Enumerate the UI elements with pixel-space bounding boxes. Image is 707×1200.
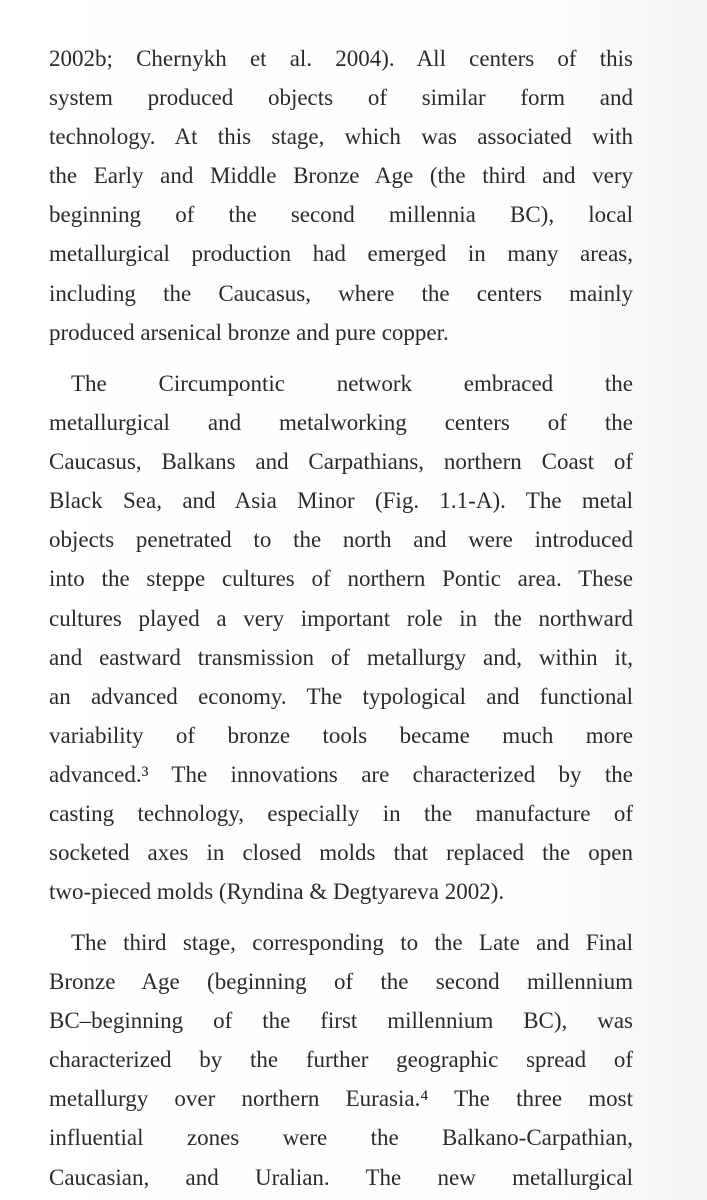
- text-line: the Early and Middle Bronze Age (the third and very: [49, 163, 633, 189]
- text-line: advanced.³ The innovations are characterized by the: [49, 761, 633, 787]
- text-line: BC–beginning of the first millennium BC), was: [49, 1008, 633, 1034]
- paragraph-3: [49, 923, 633, 1197]
- text-line: Caucasus, Balkans and Carpathians, northern Coast of: [49, 449, 633, 475]
- paragraph-1: [49, 39, 633, 352]
- text-line: objects penetrated to the north and were introduced: [49, 527, 633, 553]
- text-line: produced arsenical bronze and pure copper.: [49, 319, 449, 345]
- text-line: and eastward transmission of metallurgy and, within it,: [49, 644, 633, 670]
- text-line: characterized by the further geographic spread of: [49, 1047, 633, 1073]
- text-line: 2002b; Chernykh et al. 2004). All centers of this: [49, 46, 633, 71]
- text-line: Black Sea, and Asia Minor (Fig. 1.1-A). The metal: [49, 488, 633, 514]
- text-line: metallurgical production had emerged in many areas,: [49, 241, 633, 267]
- text-line: including the Caucasus, where the centers mainly: [49, 280, 633, 306]
- text-line: beginning of the second millennia BC), local: [49, 202, 633, 228]
- text-line: socketed axes in closed molds that replaced the open: [49, 840, 633, 866]
- text-line: metallurgy over northern Eurasia.⁴ The three most: [49, 1086, 633, 1112]
- text-line: two-pieced molds (Ryndina & Degtyareva 2002).: [49, 879, 505, 905]
- text-line: The third stage, corresponding to the Late and Final: [71, 930, 633, 955]
- text-line: technology. At this stage, which was associated with: [49, 124, 633, 150]
- text-line: The Circumpontic network embraced the: [71, 371, 633, 396]
- text-line: casting technology, especially in the manufacture of: [49, 801, 633, 827]
- text-line: influential zones were the Balkano-Carpathian,: [49, 1125, 633, 1151]
- text-line: system produced objects of similar form and: [49, 85, 633, 111]
- text-line: an advanced economy. The typological and functional: [49, 683, 633, 709]
- text-line: cultures played a very important role in the northward: [49, 605, 633, 631]
- text-line: variability of bronze tools became much more: [49, 722, 633, 748]
- text-line: Caucasian, and Uralian. The new metallurgical: [49, 1164, 633, 1190]
- text-line: metallurgical and metalworking centers of the: [49, 410, 633, 436]
- text-line: Bronze Age (beginning of the second millennium: [49, 969, 633, 995]
- paragraph-2: [49, 364, 633, 911]
- text-line: into the steppe cultures of northern Pontic area. These: [49, 566, 633, 592]
